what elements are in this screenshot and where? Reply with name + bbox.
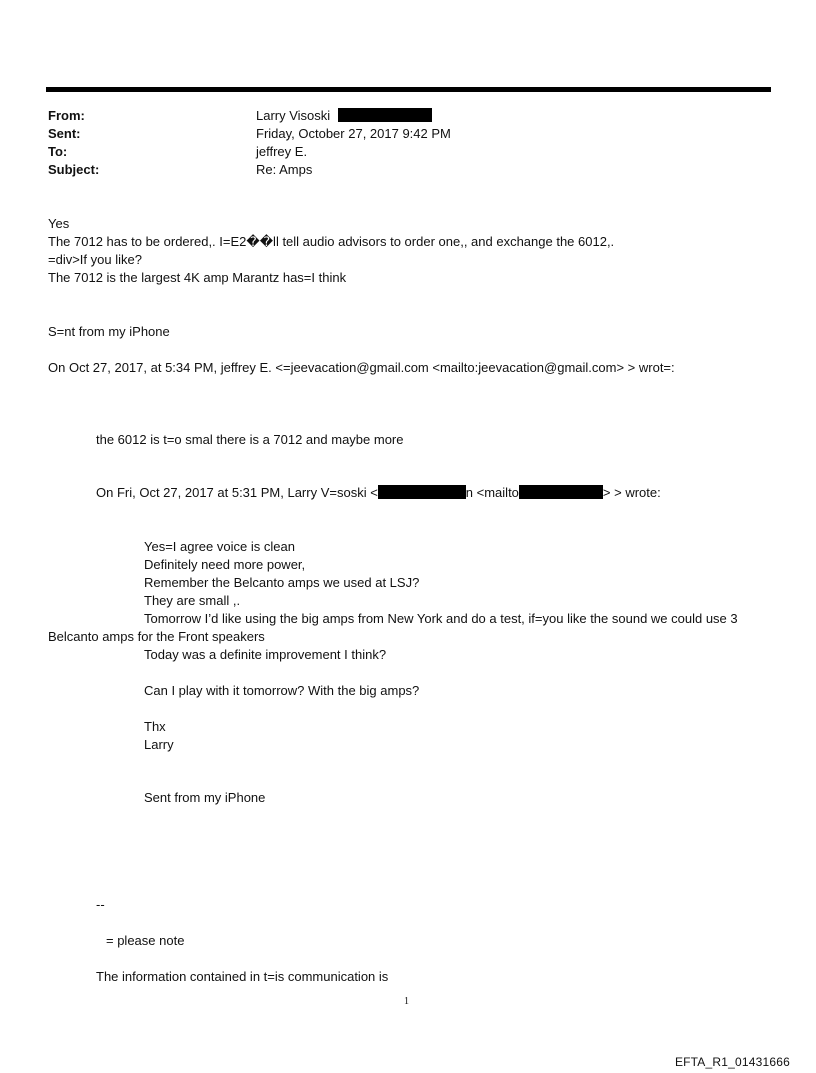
nested-line: Tomorrow I’d like using the big amps from New York and do a test, if=you like the sound we could use 3 — [144, 611, 738, 626]
subject-value: Re: Amps — [256, 162, 313, 177]
quoted-header-part: > > wrote: — [602, 485, 661, 500]
sent-value: Friday, October 27, 2017 9:42 PM — [256, 126, 451, 141]
notice-line: = please note — [106, 933, 185, 948]
nested-line: Today was a definite improvement I think? — [144, 647, 387, 662]
from-label: From: — [48, 108, 85, 123]
redaction-block — [378, 485, 466, 499]
from-value — [256, 107, 432, 125]
notice-line: The information contained in t=is communication is — [96, 969, 389, 984]
quoted-header-part: On Fri, Oct 27, 2017 at 5:31 PM, Larry V=soski < — [96, 485, 378, 500]
sent-label: Sent: — [48, 126, 81, 141]
body-line: Yes — [48, 216, 70, 231]
from-name: Larry Visoski — [256, 108, 331, 123]
body-line: S=nt from my iPhone — [48, 324, 170, 339]
nested-line: Yes=I agree voice is clean — [144, 539, 295, 554]
body-line: The 7012 is the largest 4K amp Marantz has=I think — [48, 270, 347, 285]
page-number: 1 — [404, 996, 409, 1007]
nested-line: Belcanto amps for the Front speakers — [48, 629, 265, 644]
nested-line: Thx — [144, 719, 166, 734]
document-id: EFTA_R1_01431666 — [674, 1055, 790, 1069]
nested-line: Sent from my iPhone — [144, 790, 266, 805]
body-line: =div>If you like? — [48, 252, 142, 267]
quoted-line: the 6012 is t=o smal there is a 7012 and maybe more — [96, 432, 404, 447]
body-line: The 7012 has to be ordered,. I=E2��ll tell audio advisors to order one,, and exchange the 6012,. — [48, 234, 615, 249]
quoted-header-part: n <mailto — [465, 485, 519, 500]
to-label: To: — [48, 144, 68, 159]
nested-line: Can I play with it tomorrow? With the big amps? — [144, 683, 420, 698]
quoted-header: On Oct 27, 2017, at 5:34 PM, jeffrey E. <=jeevacation@gmail.com <mailto:jeevacation@gmail.com> > wrot=: — [48, 360, 675, 375]
nested-line: They are small ,. — [144, 593, 241, 608]
nested-line: Larry — [144, 737, 174, 752]
quoted-header-nested — [96, 484, 661, 502]
nested-line: Remember the Belcanto amps we used at LSJ? — [144, 575, 420, 590]
header-rule — [46, 87, 771, 92]
nested-line: Definitely need more power, — [144, 557, 306, 572]
signature-separator: -- — [96, 897, 105, 912]
redaction-block — [338, 108, 432, 122]
to-value: jeffrey E. — [256, 144, 308, 159]
redaction-block — [519, 485, 603, 499]
subject-label: Subject: — [48, 162, 100, 177]
